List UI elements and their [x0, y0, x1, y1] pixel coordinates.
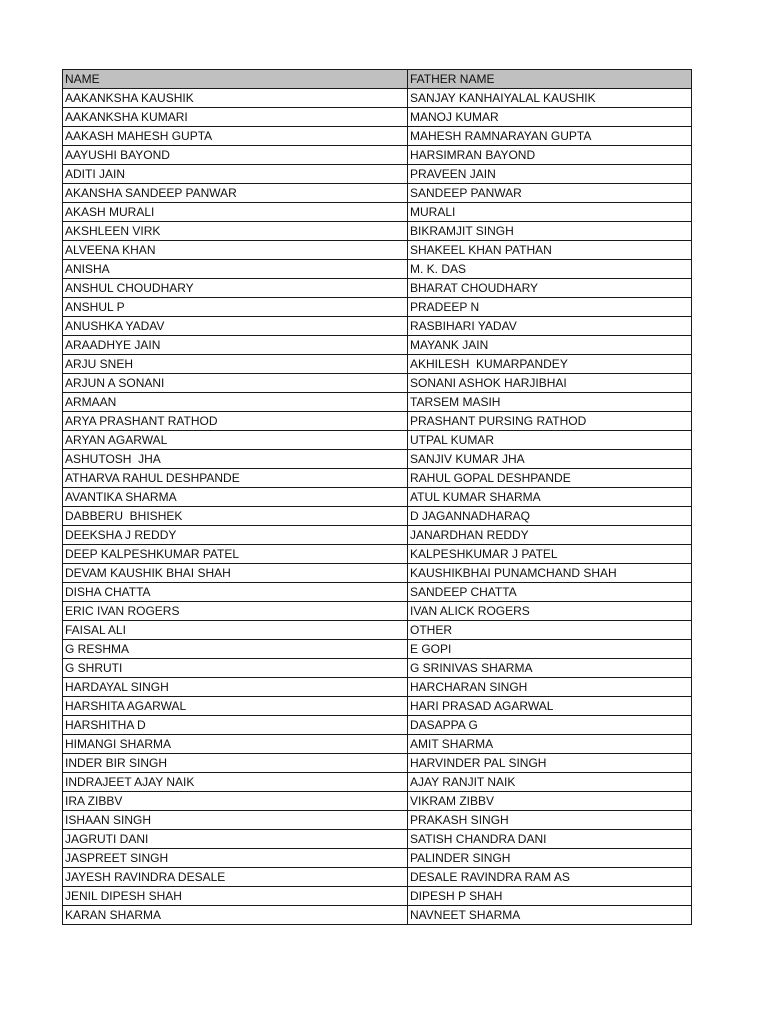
father-name-cell: PRAKASH SINGH	[408, 811, 692, 830]
name-cell: DEEP KALPESHKUMAR PATEL	[63, 545, 408, 564]
name-cell: DEVAM KAUSHIK BHAI SHAH	[63, 564, 408, 583]
table-row	[63, 887, 692, 906]
name-cell: ARYAN AGARWAL	[63, 431, 408, 450]
name-cell: ADITI JAIN	[63, 165, 408, 184]
name-cell: G SHRUTI	[63, 659, 408, 678]
table-row	[63, 621, 692, 640]
name-cell: ALVEENA KHAN	[63, 241, 408, 260]
father-name-cell: DASAPPA G	[408, 716, 692, 735]
table-row	[63, 868, 692, 887]
table-row	[63, 754, 692, 773]
father-name-cell: KALPESHKUMAR J PATEL	[408, 545, 692, 564]
father-name-cell: PRAVEEN JAIN	[408, 165, 692, 184]
name-cell: ARJU SNEH	[63, 355, 408, 374]
table-row	[63, 773, 692, 792]
table-row	[63, 146, 692, 165]
table-row	[63, 602, 692, 621]
father-name-cell: MAYANK JAIN	[408, 336, 692, 355]
table-row	[63, 336, 692, 355]
table-row	[63, 507, 692, 526]
table-row	[63, 203, 692, 222]
father-name-cell: RASBIHARI YADAV	[408, 317, 692, 336]
table-row	[63, 488, 692, 507]
table-row	[63, 108, 692, 127]
father-name-cell: UTPAL KUMAR	[408, 431, 692, 450]
father-name-cell: HARI PRASAD AGARWAL	[408, 697, 692, 716]
father-name-cell: MURALI	[408, 203, 692, 222]
table-row	[63, 735, 692, 754]
name-cell: IRA ZIBBV	[63, 792, 408, 811]
name-cell: INDRAJEET AJAY NAIK	[63, 773, 408, 792]
table-row	[63, 279, 692, 298]
name-cell: ARAADHYE JAIN	[63, 336, 408, 355]
father-name-cell: D JAGANNADHARAQ	[408, 507, 692, 526]
father-name-column-header: FATHER NAME	[408, 70, 692, 89]
table-row	[63, 545, 692, 564]
table-row	[63, 317, 692, 336]
father-name-cell: DESALE RAVINDRA RAM AS	[408, 868, 692, 887]
table-row	[63, 298, 692, 317]
table-row	[63, 697, 692, 716]
name-cell: INDER BIR SINGH	[63, 754, 408, 773]
name-cell: ASHUTOSH JHA	[63, 450, 408, 469]
name-cell: ANSHUL P	[63, 298, 408, 317]
name-cell: DISHA CHATTA	[63, 583, 408, 602]
name-cell: JAYESH RAVINDRA DESALE	[63, 868, 408, 887]
table-row	[63, 241, 692, 260]
name-cell: AAKANKSHA KUMARI	[63, 108, 408, 127]
father-name-cell: ATUL KUMAR SHARMA	[408, 488, 692, 507]
father-name-cell: PRASHANT PURSING RATHOD	[408, 412, 692, 431]
table-row	[63, 127, 692, 146]
name-cell: AAYUSHI BAYOND	[63, 146, 408, 165]
table-row	[63, 678, 692, 697]
table-row	[63, 811, 692, 830]
name-cell: DABBERU BHISHEK	[63, 507, 408, 526]
table-row	[63, 260, 692, 279]
name-cell: ARJUN A SONANI	[63, 374, 408, 393]
father-name-cell: AJAY RANJIT NAIK	[408, 773, 692, 792]
table-row	[63, 526, 692, 545]
header-row	[63, 70, 692, 89]
father-name-cell: MAHESH RAMNARAYAN GUPTA	[408, 127, 692, 146]
name-cell: G RESHMA	[63, 640, 408, 659]
father-name-cell: VIKRAM ZIBBV	[408, 792, 692, 811]
name-cell: JENIL DIPESH SHAH	[63, 887, 408, 906]
table-row	[63, 849, 692, 868]
name-cell: HIMANGI SHARMA	[63, 735, 408, 754]
name-cell: ARMAAN	[63, 393, 408, 412]
table-row	[63, 564, 692, 583]
table-header	[63, 70, 692, 89]
father-name-cell: G SRINIVAS SHARMA	[408, 659, 692, 678]
father-name-cell: PRADEEP N	[408, 298, 692, 317]
table-row	[63, 659, 692, 678]
father-name-cell: AKHILESH KUMARPANDEY	[408, 355, 692, 374]
father-name-cell: KAUSHIKBHAI PUNAMCHAND SHAH	[408, 564, 692, 583]
name-cell: KARAN SHARMA	[63, 906, 408, 925]
table-row	[63, 393, 692, 412]
name-cell: ISHAAN SINGH	[63, 811, 408, 830]
name-cell: JASPREET SINGH	[63, 849, 408, 868]
name-cell: ERIC IVAN ROGERS	[63, 602, 408, 621]
table-row	[63, 184, 692, 203]
father-name-cell: HARSIMRAN BAYOND	[408, 146, 692, 165]
father-name-cell: BIKRAMJIT SINGH	[408, 222, 692, 241]
father-name-cell: HARCHARAN SINGH	[408, 678, 692, 697]
name-cell: ARYA PRASHANT RATHOD	[63, 412, 408, 431]
name-cell: AKASH MURALI	[63, 203, 408, 222]
table-row	[63, 412, 692, 431]
father-name-cell: HARVINDER PAL SINGH	[408, 754, 692, 773]
name-cell: ANISHA	[63, 260, 408, 279]
father-name-cell: AMIT SHARMA	[408, 735, 692, 754]
name-cell: ATHARVA RAHUL DESHPANDE	[63, 469, 408, 488]
father-name-cell: SATISH CHANDRA DANI	[408, 830, 692, 849]
father-name-cell: OTHER	[408, 621, 692, 640]
name-cell: DEEKSHA J REDDY	[63, 526, 408, 545]
father-name-cell: NAVNEET SHARMA	[408, 906, 692, 925]
father-name-cell: M. K. DAS	[408, 260, 692, 279]
father-name-cell: SANDEEP CHATTA	[408, 583, 692, 602]
father-name-cell: PALINDER SINGH	[408, 849, 692, 868]
father-name-cell: JANARDHAN REDDY	[408, 526, 692, 545]
table-row	[63, 222, 692, 241]
father-name-cell: SONANI ASHOK HARJIBHAI	[408, 374, 692, 393]
table-row	[63, 431, 692, 450]
father-name-cell: TARSEM MASIH	[408, 393, 692, 412]
table-row	[63, 906, 692, 925]
table-row	[63, 469, 692, 488]
table-row	[63, 640, 692, 659]
name-cell: AVANTIKA SHARMA	[63, 488, 408, 507]
father-name-cell: IVAN ALICK ROGERS	[408, 602, 692, 621]
name-cell: HARDAYAL SINGH	[63, 678, 408, 697]
name-cell: AKSHLEEN VIRK	[63, 222, 408, 241]
name-cell: FAISAL ALI	[63, 621, 408, 640]
table-row	[63, 830, 692, 849]
table-row	[63, 792, 692, 811]
father-name-cell: SANDEEP PANWAR	[408, 184, 692, 203]
name-cell: HARSHITA AGARWAL	[63, 697, 408, 716]
table-row	[63, 450, 692, 469]
father-name-cell: E GOPI	[408, 640, 692, 659]
father-name-cell: SHAKEEL KHAN PATHAN	[408, 241, 692, 260]
name-cell: AAKANKSHA KAUSHIK	[63, 89, 408, 108]
name-cell: AAKASH MAHESH GUPTA	[63, 127, 408, 146]
father-name-cell: SANJIV KUMAR JHA	[408, 450, 692, 469]
father-name-cell: BHARAT CHOUDHARY	[408, 279, 692, 298]
table-row	[63, 716, 692, 735]
table-row	[63, 355, 692, 374]
father-name-cell: MANOJ KUMAR	[408, 108, 692, 127]
name-column-header: NAME	[63, 70, 408, 89]
table-row	[63, 583, 692, 602]
father-name-cell: SANJAY KANHAIYALAL KAUSHIK	[408, 89, 692, 108]
table-row	[63, 374, 692, 393]
table-row	[63, 165, 692, 184]
name-cell: ANUSHKA YADAV	[63, 317, 408, 336]
father-name-cell: RAHUL GOPAL DESHPANDE	[408, 469, 692, 488]
table-body	[63, 89, 692, 925]
name-cell: ANSHUL CHOUDHARY	[63, 279, 408, 298]
table-row	[63, 89, 692, 108]
student-father-name-table	[62, 69, 692, 925]
name-cell: JAGRUTI DANI	[63, 830, 408, 849]
father-name-cell: DIPESH P SHAH	[408, 887, 692, 906]
name-cell: AKANSHA SANDEEP PANWAR	[63, 184, 408, 203]
name-cell: HARSHITHA D	[63, 716, 408, 735]
